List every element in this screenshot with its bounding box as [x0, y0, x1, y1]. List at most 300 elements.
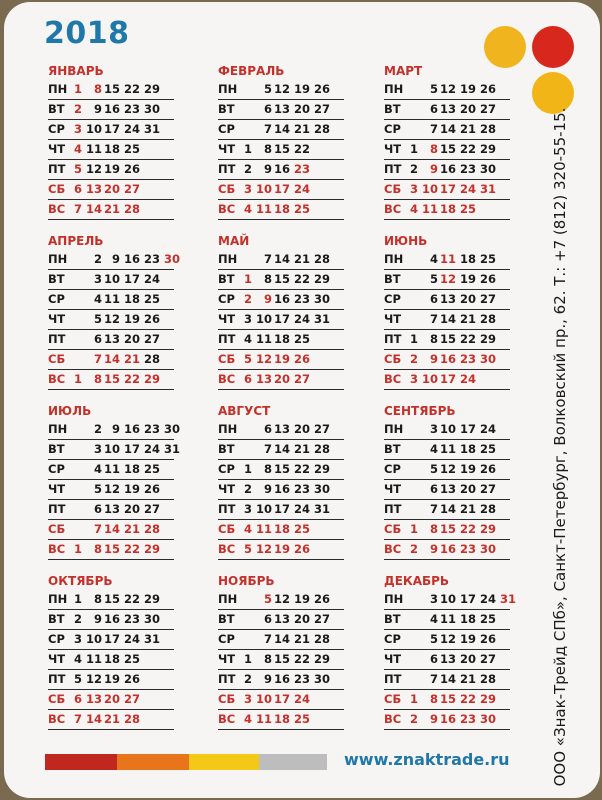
- week-row: [218, 250, 344, 270]
- week-row: [218, 330, 344, 350]
- date-cell: 10: [85, 122, 102, 136]
- date-cell: 14: [85, 712, 102, 726]
- week-row: [48, 630, 174, 650]
- date-cell: 23: [293, 162, 310, 176]
- weekday-label: ВТ: [384, 442, 401, 456]
- week-row: [218, 350, 344, 370]
- date-cell: 3: [73, 122, 82, 136]
- date-cell: 8: [93, 542, 102, 556]
- date-cell: 4: [429, 442, 438, 456]
- date-cell: 6: [243, 372, 252, 386]
- date-cell: 11: [255, 522, 272, 536]
- date-cell: 9: [429, 542, 438, 556]
- date-cell: 21: [123, 352, 140, 366]
- weekday-label: ПН: [384, 252, 404, 266]
- date-cell: 23: [459, 162, 476, 176]
- date-cell: 31: [163, 442, 180, 456]
- date-cell: 20: [293, 422, 310, 436]
- date-cell: 20: [293, 102, 310, 116]
- date-cell: 22: [459, 692, 476, 706]
- date-cell: 9: [263, 672, 272, 686]
- weekday-label: ЧТ: [218, 142, 236, 156]
- date-cell: 6: [429, 482, 438, 496]
- week-row: [384, 350, 510, 370]
- date-cell: 1: [409, 332, 418, 346]
- week-row: [218, 440, 344, 460]
- week-row: [48, 480, 174, 500]
- date-cell: 11: [255, 202, 272, 216]
- date-cell: 3: [409, 372, 418, 386]
- date-cell: 29: [143, 82, 160, 96]
- date-cell: 20: [459, 292, 476, 306]
- week-row: [48, 540, 174, 560]
- week-row: [48, 310, 174, 330]
- date-cell: 15: [439, 332, 456, 346]
- weekday-label: ПН: [384, 422, 404, 436]
- week-row: [218, 180, 344, 200]
- date-cell: 18: [273, 522, 290, 536]
- week-row: [48, 120, 174, 140]
- date-cell: 30: [479, 162, 496, 176]
- date-cell: 13: [103, 332, 120, 346]
- week-row: [384, 440, 510, 460]
- date-cell: 30: [163, 252, 180, 266]
- month-name: НОЯБРЬ: [218, 574, 275, 588]
- date-cell: 3: [73, 632, 82, 646]
- date-cell: 27: [313, 102, 330, 116]
- week-row: [218, 140, 344, 160]
- week-row: [384, 290, 510, 310]
- date-cell: 30: [313, 292, 330, 306]
- date-cell: 11: [85, 652, 102, 666]
- date-cell: 9: [429, 352, 438, 366]
- date-cell: 5: [93, 312, 102, 326]
- date-cell: 25: [143, 462, 160, 476]
- week-row: [48, 500, 174, 520]
- date-cell: 24: [293, 692, 310, 706]
- date-cell: 4: [93, 462, 102, 476]
- weekday-label: ЧТ: [218, 482, 236, 496]
- date-cell: 3: [243, 502, 252, 516]
- week-row: [48, 250, 180, 270]
- date-cell: 21: [459, 122, 476, 136]
- calendar-card: [4, 2, 600, 798]
- date-cell: 22: [123, 372, 140, 386]
- date-cell: 24: [123, 632, 140, 646]
- month-block: [44, 232, 204, 390]
- month-block: [214, 62, 374, 220]
- weekday-label: СБ: [48, 182, 66, 196]
- date-cell: 14: [273, 442, 290, 456]
- week-row: [384, 650, 510, 670]
- date-cell: 11: [439, 252, 456, 266]
- stripe-gray: [259, 754, 327, 770]
- date-cell: 23: [459, 712, 476, 726]
- date-cell: 10: [255, 312, 272, 326]
- date-cell: 23: [123, 612, 140, 626]
- date-cell: 13: [103, 502, 120, 516]
- weekday-label: ПТ: [384, 672, 402, 686]
- week-row: [218, 100, 344, 120]
- week-row: [384, 670, 510, 690]
- date-cell: 27: [143, 502, 160, 516]
- date-cell: 13: [273, 422, 290, 436]
- date-cell: 18: [273, 712, 290, 726]
- week-row: [48, 520, 174, 540]
- date-cell: 12: [85, 672, 102, 686]
- date-cell: 28: [143, 522, 160, 536]
- week-row: [48, 610, 174, 630]
- date-cell: 19: [459, 462, 476, 476]
- weekday-label: СР: [48, 122, 65, 136]
- date-cell: 5: [263, 592, 272, 606]
- date-cell: 20: [293, 612, 310, 626]
- date-cell: 11: [255, 332, 272, 346]
- week-row: [384, 540, 510, 560]
- date-cell: 21: [293, 252, 310, 266]
- date-cell: 18: [123, 462, 140, 476]
- date-cell: 14: [439, 502, 456, 516]
- date-cell: 20: [103, 182, 120, 196]
- date-cell: 16: [273, 672, 290, 686]
- weekday-label: ПТ: [48, 162, 66, 176]
- date-cell: 28: [123, 202, 140, 216]
- date-cell: 25: [479, 612, 496, 626]
- date-cell: 10: [439, 592, 456, 606]
- weekday-label: ВТ: [218, 102, 235, 116]
- weekday-label: ПТ: [384, 332, 402, 346]
- weekday-label: ЧТ: [48, 482, 66, 496]
- date-cell: 26: [479, 82, 496, 96]
- weekday-label: СР: [384, 632, 401, 646]
- date-cell: 7: [93, 352, 102, 366]
- date-cell: 23: [293, 292, 310, 306]
- weekday-label: СБ: [218, 182, 236, 196]
- weekday-label: СБ: [48, 522, 66, 536]
- week-row: [48, 370, 174, 390]
- weekday-label: ПН: [384, 82, 404, 96]
- date-cell: 12: [255, 542, 272, 556]
- date-cell: 22: [293, 462, 310, 476]
- date-cell: 5: [73, 162, 82, 176]
- week-row: [384, 520, 510, 540]
- date-cell: 9: [429, 162, 438, 176]
- month-block: [380, 572, 540, 730]
- week-row: [384, 500, 510, 520]
- date-cell: 8: [263, 142, 272, 156]
- date-cell: 18: [273, 202, 290, 216]
- date-cell: 7: [429, 502, 438, 516]
- week-row: [218, 290, 344, 310]
- week-row: [218, 420, 344, 440]
- week-row: [384, 420, 510, 440]
- date-cell: 7: [93, 522, 102, 536]
- date-cell: 5: [243, 352, 252, 366]
- week-row: [384, 250, 510, 270]
- date-cell: 5: [429, 272, 438, 286]
- week-row: [218, 270, 344, 290]
- month-block: [44, 572, 204, 730]
- date-cell: 2: [243, 482, 252, 496]
- date-cell: 28: [479, 672, 496, 686]
- month-name: АПРЕЛЬ: [48, 234, 104, 248]
- date-cell: 21: [293, 632, 310, 646]
- date-cell: 17: [103, 632, 120, 646]
- date-cell: 15: [103, 592, 120, 606]
- date-cell: 22: [459, 332, 476, 346]
- date-cell: 2: [73, 102, 82, 116]
- month-block: [380, 232, 540, 390]
- weekday-label: ЧТ: [48, 312, 66, 326]
- date-cell: 30: [479, 542, 496, 556]
- weekday-label: СР: [218, 292, 235, 306]
- date-cell: 14: [439, 312, 456, 326]
- date-cell: 29: [143, 542, 160, 556]
- date-cell: 18: [103, 142, 120, 156]
- date-cell: 31: [143, 122, 160, 136]
- date-cell: 24: [143, 442, 160, 456]
- week-row: [48, 350, 174, 370]
- date-cell: 25: [479, 442, 496, 456]
- weekday-label: ВТ: [218, 612, 235, 626]
- date-cell: 2: [409, 162, 418, 176]
- date-cell: 30: [163, 422, 180, 436]
- date-cell: 15: [273, 142, 290, 156]
- date-cell: 9: [93, 612, 102, 626]
- date-cell: 12: [439, 462, 456, 476]
- date-cell: 12: [273, 82, 290, 96]
- date-cell: 9: [111, 422, 120, 436]
- date-cell: 1: [73, 82, 82, 96]
- date-cell: 8: [93, 82, 102, 96]
- weekday-label: ВС: [218, 712, 236, 726]
- date-cell: 19: [103, 162, 120, 176]
- website-link[interactable]: www.znaktrade.ru: [344, 750, 510, 769]
- date-cell: 22: [293, 142, 310, 156]
- date-cell: 11: [439, 442, 456, 456]
- date-cell: 14: [273, 252, 290, 266]
- date-cell: 13: [273, 102, 290, 116]
- date-cell: 20: [273, 372, 290, 386]
- date-cell: 31: [499, 592, 516, 606]
- stripe-orange: [117, 754, 189, 770]
- date-cell: 12: [103, 312, 120, 326]
- date-cell: 4: [93, 292, 102, 306]
- week-row: [218, 460, 344, 480]
- date-cell: 25: [293, 332, 310, 346]
- week-row: [384, 330, 510, 350]
- week-row: [48, 290, 174, 310]
- weekday-label: ПН: [218, 252, 238, 266]
- date-cell: 23: [143, 422, 160, 436]
- date-cell: 30: [143, 612, 160, 626]
- date-cell: 19: [459, 272, 476, 286]
- date-cell: 4: [243, 522, 252, 536]
- date-cell: 6: [73, 692, 82, 706]
- date-cell: 26: [313, 82, 330, 96]
- week-row: [218, 710, 344, 730]
- date-cell: 14: [273, 632, 290, 646]
- date-cell: 12: [255, 352, 272, 366]
- date-cell: 19: [103, 672, 120, 686]
- week-row: [48, 80, 174, 100]
- date-cell: 2: [409, 352, 418, 366]
- weekday-label: ВТ: [218, 272, 235, 286]
- date-cell: 29: [479, 522, 496, 536]
- week-row: [384, 460, 510, 480]
- date-cell: 15: [439, 142, 456, 156]
- week-row: [384, 100, 510, 120]
- date-cell: 23: [459, 352, 476, 366]
- date-cell: 27: [479, 652, 496, 666]
- date-cell: 28: [479, 312, 496, 326]
- date-cell: 1: [73, 592, 82, 606]
- date-cell: 3: [93, 272, 102, 286]
- date-cell: 17: [439, 182, 456, 196]
- date-cell: 19: [273, 352, 290, 366]
- weekday-label: СР: [48, 292, 65, 306]
- weekday-label: СБ: [384, 182, 402, 196]
- weekday-label: СБ: [384, 522, 402, 536]
- weekday-label: ВС: [48, 712, 66, 726]
- week-row: [48, 690, 174, 710]
- weekday-label: СР: [384, 292, 401, 306]
- date-cell: 14: [103, 352, 120, 366]
- week-row: [48, 330, 174, 350]
- week-row: [218, 540, 344, 560]
- date-cell: 6: [429, 292, 438, 306]
- weekday-label: ВТ: [48, 272, 65, 286]
- year-title: 2018: [44, 16, 130, 51]
- date-cell: 10: [103, 442, 120, 456]
- date-cell: 4: [243, 202, 252, 216]
- date-cell: 13: [439, 292, 456, 306]
- date-cell: 28: [479, 122, 496, 136]
- date-cell: 10: [255, 692, 272, 706]
- week-row: [384, 370, 510, 390]
- date-cell: 16: [273, 482, 290, 496]
- date-cell: 17: [123, 442, 140, 456]
- date-cell: 15: [439, 522, 456, 536]
- weekday-label: ВТ: [384, 272, 401, 286]
- date-cell: 26: [293, 542, 310, 556]
- weekday-label: ПН: [48, 252, 68, 266]
- date-cell: 22: [293, 272, 310, 286]
- weekday-label: СБ: [384, 352, 402, 366]
- week-row: [48, 460, 174, 480]
- week-row: [48, 710, 174, 730]
- date-cell: 17: [103, 122, 120, 136]
- date-cell: 8: [263, 652, 272, 666]
- date-cell: 28: [313, 252, 330, 266]
- date-cell: 23: [143, 252, 160, 266]
- date-cell: 27: [123, 182, 140, 196]
- date-cell: 31: [313, 502, 330, 516]
- date-cell: 20: [459, 482, 476, 496]
- date-cell: 7: [263, 252, 272, 266]
- week-row: [218, 370, 344, 390]
- weekday-label: ВС: [48, 542, 66, 556]
- date-cell: 14: [103, 522, 120, 536]
- date-cell: 5: [93, 482, 102, 496]
- date-cell: 4: [409, 202, 418, 216]
- date-cell: 8: [429, 142, 438, 156]
- date-cell: 23: [293, 482, 310, 496]
- date-cell: 30: [479, 712, 496, 726]
- weekday-label: ВС: [218, 372, 236, 386]
- date-cell: 23: [293, 672, 310, 686]
- date-cell: 11: [85, 142, 102, 156]
- date-cell: 3: [243, 692, 252, 706]
- date-cell: 21: [103, 202, 120, 216]
- date-cell: 21: [123, 522, 140, 536]
- date-cell: 20: [459, 652, 476, 666]
- week-row: [218, 120, 344, 140]
- date-cell: 29: [143, 372, 160, 386]
- date-cell: 3: [429, 422, 438, 436]
- date-cell: 13: [439, 652, 456, 666]
- date-cell: 30: [313, 482, 330, 496]
- weekday-label: ВТ: [48, 612, 65, 626]
- date-cell: 6: [263, 422, 272, 436]
- month-name: МАРТ: [384, 64, 423, 78]
- weekday-label: ВС: [384, 372, 402, 386]
- address-text: ООО «Знак-Трейд СПб», Санкт-Петербург, Волковский пр., 62. Т.: +7 (812) 320-55-15.: [551, 107, 569, 787]
- date-cell: 30: [479, 352, 496, 366]
- date-cell: 2: [73, 612, 82, 626]
- week-row: [218, 160, 344, 180]
- date-cell: 5: [263, 82, 272, 96]
- date-cell: 18: [273, 332, 290, 346]
- month-name: ИЮНЬ: [384, 234, 428, 248]
- date-cell: 1: [409, 142, 418, 156]
- month-name: СЕНТЯБРЬ: [384, 404, 456, 418]
- weekday-label: ЧТ: [384, 312, 402, 326]
- date-cell: 16: [103, 612, 120, 626]
- date-cell: 3: [93, 442, 102, 456]
- weekday-label: ПТ: [218, 162, 236, 176]
- week-row: [384, 180, 510, 200]
- date-cell: 15: [273, 652, 290, 666]
- date-cell: 1: [73, 372, 82, 386]
- date-cell: 2: [93, 252, 102, 266]
- weekday-label: СР: [218, 462, 235, 476]
- weekday-label: ПН: [48, 422, 68, 436]
- date-cell: 6: [263, 102, 272, 116]
- date-cell: 21: [293, 442, 310, 456]
- date-cell: 27: [479, 102, 496, 116]
- date-cell: 1: [73, 542, 82, 556]
- weekday-label: СР: [218, 632, 235, 646]
- date-cell: 9: [263, 482, 272, 496]
- date-cell: 21: [103, 712, 120, 726]
- weekday-label: ПТ: [218, 672, 236, 686]
- date-cell: 18: [123, 292, 140, 306]
- date-cell: 25: [479, 252, 496, 266]
- date-cell: 12: [103, 482, 120, 496]
- date-cell: 21: [459, 502, 476, 516]
- date-cell: 3: [429, 592, 438, 606]
- date-cell: 26: [123, 672, 140, 686]
- date-cell: 17: [273, 692, 290, 706]
- date-cell: 27: [123, 692, 140, 706]
- month-block: [214, 232, 374, 390]
- date-cell: 22: [459, 142, 476, 156]
- date-cell: 4: [73, 652, 82, 666]
- date-cell: 9: [263, 162, 272, 176]
- date-cell: 2: [409, 712, 418, 726]
- date-cell: 4: [73, 142, 82, 156]
